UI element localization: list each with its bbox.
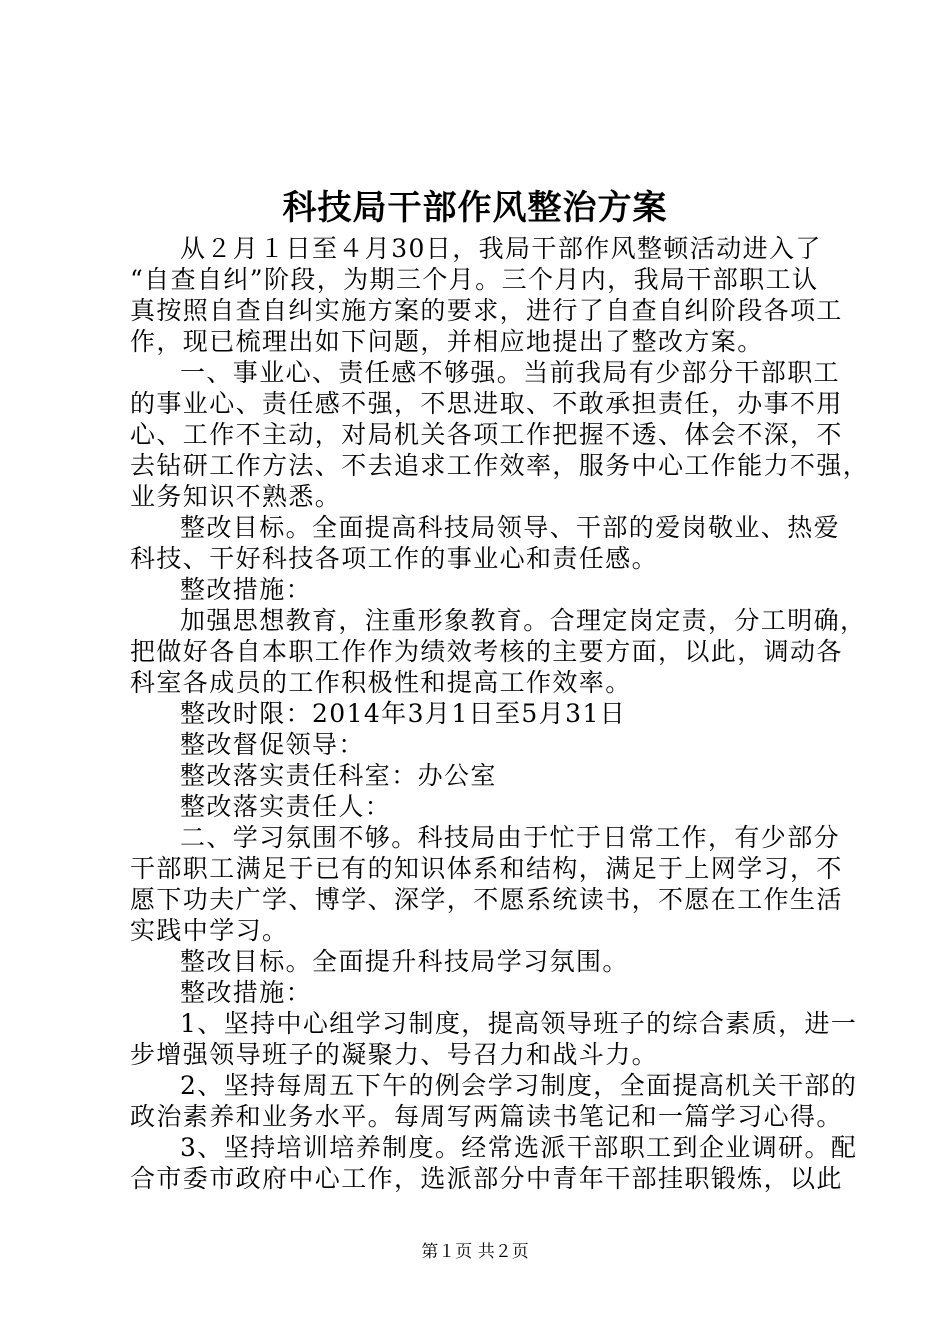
body-line: 从２月１日至４月30日，我局干部作风整顿活动进入了 (180, 234, 822, 263)
body-line: 政治素养和业务水平。每周写两篇读书笔记和一篇学习心得。 (130, 1102, 843, 1131)
body-line: 真按照自查自纠实施方案的要求，进行了自查自纠阶段各项工 (130, 296, 843, 325)
body-line: 科技、干好科技各项工作的事业心和责任感。 (130, 544, 659, 573)
body-line: 科室各成员的工作积极性和提高工作效率。 (130, 668, 632, 697)
body-line: 整改目标。全面提升科技局学习氛围。 (180, 947, 629, 976)
body-line: 1、坚持中心组学习制度，提高领导班子的综合素质，进一 (180, 1009, 858, 1038)
body-line: 二、学习氛围不够。科技局由于忙于日常工作，有少部分 (180, 823, 841, 852)
body-line: 整改落实责任人： (180, 792, 392, 821)
document-title: 科技局干部作风整治方案 (282, 188, 668, 228)
body-line: 业务知识不熟悉。 (130, 482, 342, 511)
body-line: 加强思想教育，注重形象教育。合理定岗定责，分工明确， (180, 606, 867, 635)
body-line: 一、事业心、责任感不够强。当前我局有少部分干部职工 (180, 358, 841, 387)
body-line: 步增强领导班子的凝聚力、号召力和战斗力。 (130, 1040, 659, 1069)
body-line: 实践中学习。 (130, 916, 289, 945)
body-line: 整改时限：2014年3月1日至5月31日 (180, 699, 627, 728)
body-line: 整改落实责任科室：办公室 (180, 761, 497, 790)
body-line: “自查自纠”阶段，为期三个月。三个月内，我局干部职工认 (130, 265, 819, 294)
body-line: 干部职工满足于已有的知识体系和结构，满足于上网学习，不 (130, 854, 843, 883)
body-line: 愿下功夫广学、博学、深学，不愿系统读书，不愿在工作生活 (130, 885, 843, 914)
body-line: 整改督促领导： (180, 730, 365, 759)
body-line: 心、工作不主动，对局机关各项工作把握不透、体会不深，不 (130, 420, 843, 449)
body-line: 2、坚持每周五下午的例会学习制度，全面提高机关干部的 (180, 1071, 858, 1100)
body-line: 的事业心、责任感不强，不思进取、不敢承担责任，办事不用 (130, 389, 843, 418)
body-line: 去钻研工作方法、不去追求工作效率，服务中心工作能力不强， (130, 451, 870, 480)
body-line: 整改措施： (180, 978, 313, 1007)
body-line: 整改目标。全面提高科技局领导、干部的爱岗敬业、热爱 (180, 513, 841, 542)
body-line: 3、坚持培训培养制度。经常选派干部职工到企业调研。配 (180, 1133, 858, 1162)
body-line: 合市委市政府中心工作，选派部分中青年干部挂职锻炼，以此 (130, 1164, 843, 1193)
page-footer: 第１页 共２页 (421, 1242, 529, 1262)
body-line: 作，现已梳理出如下问题，并相应地提出了整改方案。 (130, 327, 764, 356)
document-body (130, 233, 870, 1194)
body-line: 把做好各自本职工作作为绩效考核的主要方面，以此，调动各 (130, 637, 843, 666)
body-line: 整改措施： (180, 575, 313, 604)
